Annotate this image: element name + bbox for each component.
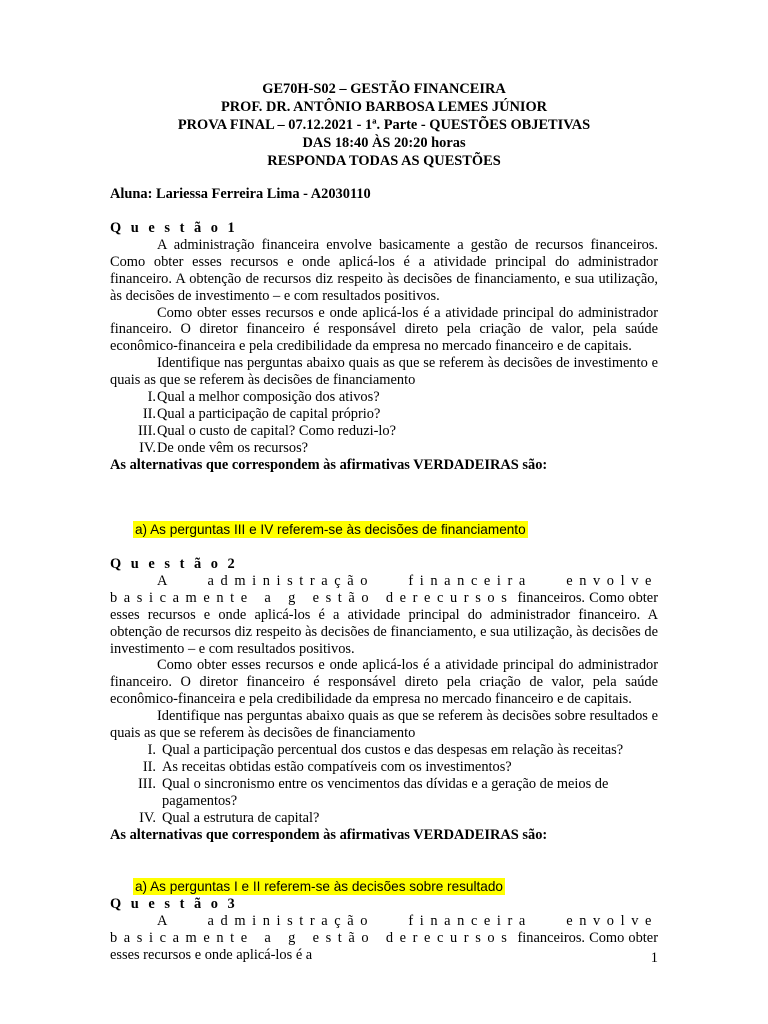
- question-2-paragraph-2: Como obter esses recursos e onde aplicá-los é a atividade principal do administrador financeiro. O diretor financeiro é responsável direto pela criação de valor, pela saúde econômico-financeira e pela credibilidade da empresa no mercado financeiro e de capitais.: [110, 657, 658, 708]
- question-3-paragraph-1: A administração financeira envolve basicamente a g estão derecursos financeiros. Como obter esses recursos e onde aplicá-los é a: [110, 912, 658, 963]
- question-1-prompt: As alternativas que correspondem às afirmativas VERDADEIRAS são:: [110, 456, 548, 473]
- course-title: GE70H-S02 – GESTÃO FINANCEIRA: [262, 81, 506, 97]
- question-3-title: Q u e s t ã o 3: [110, 896, 238, 912]
- page-number: 1: [650, 950, 658, 966]
- list-item: I. Qual a participação percentual dos custos e das despesas em relação às receitas?: [147, 741, 624, 758]
- list-item: IV. Qual a estrutura de capital?: [139, 809, 320, 826]
- question-3: [110, 896, 658, 964]
- question-1-paragraph-2: Como obter esses recursos e onde aplicá-los é a atividade principal do administrador financeiro. O diretor financeiro é responsável direto pela criação de valor, pela saúde econômico-financeira e pela credibilidade da empresa no mercado financeiro e de capitais.: [110, 304, 658, 355]
- list-item: III. Qual o custo de capital? Como reduzi-lo?: [138, 422, 396, 439]
- exam-instruction: RESPONDA TODAS AS QUESTÕES: [267, 153, 501, 169]
- question-2: [110, 556, 658, 843]
- highlighted-answer: a) As perguntas III e IV referem-se às decisões de financiamento: [135, 522, 526, 537]
- highlighted-answer: a) As perguntas I e II referem-se às decisões sobre resultado: [135, 879, 503, 894]
- question-1-list: [110, 389, 658, 457]
- question-2-list: [110, 742, 658, 827]
- question-2-prompt: As alternativas que correspondem às afirmativas VERDADEIRAS são:: [110, 826, 548, 843]
- question-1-title: Q u e s t ã o 1: [110, 220, 238, 236]
- student-name: Aluna: Lariessa Ferreira Lima - A2030110: [110, 186, 371, 202]
- exam-header: [110, 80, 658, 170]
- question-2-answer: [133, 879, 505, 894]
- exam-time: DAS 18:40 ÀS 20:20 horas: [302, 135, 466, 151]
- list-item: II. As receitas obtidas estão compatíveis com os investimentos?: [142, 758, 512, 775]
- question-1-paragraph-1: A administração financeira envolve basicamente a gestão de recursos financeiros. Como obter esses recursos e onde aplicá-los é a atividade principal do administrador financeiro. A obtenção de recursos diz respeito às decisões de financiamento, e sua utilização, às decisões de investimento – e com resultados positivos.: [110, 236, 658, 304]
- list-item: III. Qual o sincronismo entre os vencimentos das dívidas e a geração de meios de pagamentos?: [138, 775, 609, 809]
- exam-title: PROVA FINAL – 07.12.2021 - 1ª. Parte - QUESTÕES OBJETIVAS: [177, 117, 591, 133]
- professor-name: PROF. DR. ANTÔNIO BARBOSA LEMES JÚNIOR: [220, 99, 548, 115]
- question-1: [110, 220, 658, 474]
- question-2-paragraph-1: A administração financeira envolve basicamente a g estão derecursos financeiros. Como obter esses recursos e onde aplicá-los é a atividade principal do administrador financeiro. A obtenção de recursos diz respeito às decisões de financiamento, e sua utilização, às decisões de investimento – e com resultados positivos.: [110, 572, 658, 657]
- list-item: IV. De onde vêm os recursos?: [139, 439, 309, 456]
- list-item: II. Qual a participação de capital próprio?: [142, 405, 381, 422]
- question-2-title: Q u e s t ã o 2: [110, 556, 238, 572]
- question-2-paragraph-3: Identifique nas perguntas abaixo quais as que se referem às decisões sobre resultados e quais as que se referem às decisões de financiamento: [110, 708, 658, 742]
- list-item: I. Qual a melhor composição dos ativos?: [147, 389, 380, 406]
- question-1-answer: [133, 522, 528, 537]
- question-1-paragraph-3: Identifique nas perguntas abaixo quais as que se referem às decisões de investimento e quais as que se referem às decisões de financiamento: [110, 355, 658, 389]
